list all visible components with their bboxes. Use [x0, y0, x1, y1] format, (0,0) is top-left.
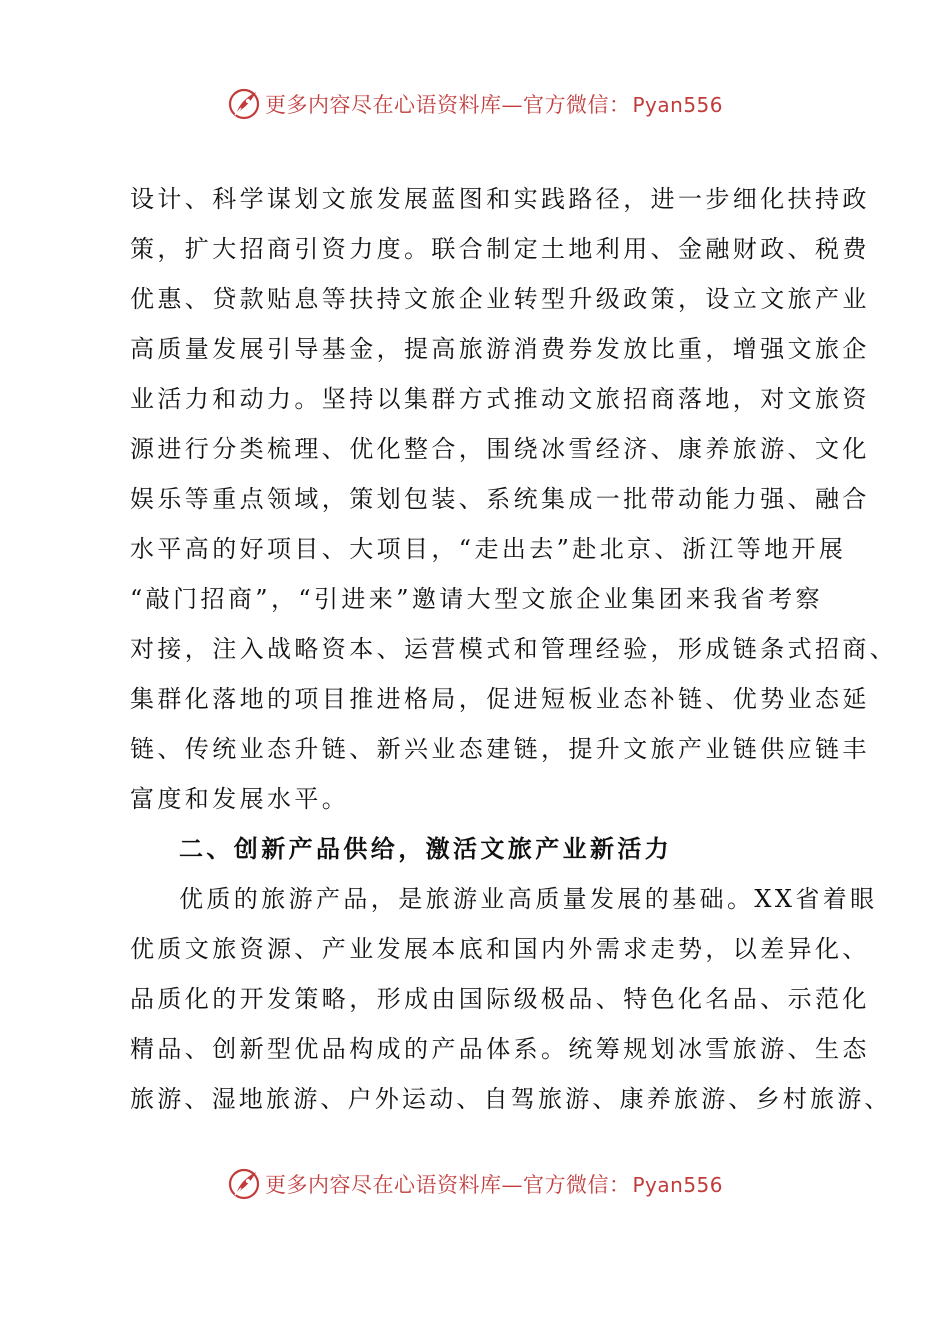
paragraph-line: 优惠、贷款贴息等扶持文旅企业转型升级政策，设立文旅产业: [130, 285, 870, 313]
paragraph-line: 链、传统业态升链、新兴业态建链，提升文旅产业链供应链丰: [130, 735, 870, 763]
paragraph-line: 旅游、湿地旅游、户外运动、自驾旅游、康养旅游、乡村旅游、: [130, 1085, 892, 1113]
paragraph-line: 高质量发展引导基金，提高旅游消费券发放比重，增强文旅企: [130, 335, 870, 363]
wechat-handle: Pyan556: [632, 1173, 723, 1197]
paragraph-line: 源进行分类梳理、优化整合，围绕冰雪经济、康养旅游、文化: [130, 435, 870, 463]
paragraph-line: 水平高的好项目、大项目，“走出去”赴北京、浙江等地开展: [130, 535, 847, 563]
quill-pen-icon: [227, 87, 261, 121]
paragraph-line: 策，扩大招商引资力度。联合制定土地利用、金融财政、税费: [130, 235, 870, 263]
paragraph-line: 设计、科学谋划文旅发展蓝图和实践路径，进一步细化扶持政: [130, 185, 870, 213]
paragraph-line: 优质的旅游产品，是旅游业高质量发展的基础。XX省着眼: [179, 885, 878, 913]
wechat-handle: Pyan556: [632, 93, 723, 117]
header-watermark-banner: [0, 84, 950, 124]
section-heading: 二、创新产品供给，激活文旅产业新活力: [179, 834, 673, 863]
paragraph-line: 业活力和动力。坚持以集群方式推动文旅招商落地，对文旅资: [130, 385, 870, 413]
footer-watermark-banner: [0, 1164, 950, 1204]
paragraph-line: 对接，注入战略资本、运营模式和管理经验，形成链条式招商、: [130, 635, 898, 663]
paragraph-line: 优质文旅资源、产业发展本底和国内外需求走势，以差异化、: [130, 935, 870, 963]
paragraph-line: 品质化的开发策略，形成由国际级极品、特色化名品、示范化: [130, 985, 870, 1013]
paragraph-line: 娱乐等重点领域，策划包装、系统集成一批带动能力强、融合: [130, 485, 870, 513]
paragraph-line: 集群化落地的项目推进格局，促进短板业态补链、优势业态延: [130, 685, 870, 713]
document-body: [130, 174, 898, 1124]
paragraph-line: “敲门招商”，“引进来”邀请大型文旅企业集团来我省考察: [130, 585, 823, 613]
banner-text: 更多内容尽在心语资料库—官方微信： Pyan556: [264, 1173, 723, 1197]
paragraph-line: 富度和发展水平。: [130, 785, 350, 813]
banner-text: 更多内容尽在心语资料库—官方微信： Pyan556: [264, 93, 723, 117]
quill-pen-icon: [227, 1167, 261, 1201]
paragraph-line: 精品、创新型优品构成的产品体系。统筹规划冰雪旅游、生态: [130, 1035, 870, 1063]
